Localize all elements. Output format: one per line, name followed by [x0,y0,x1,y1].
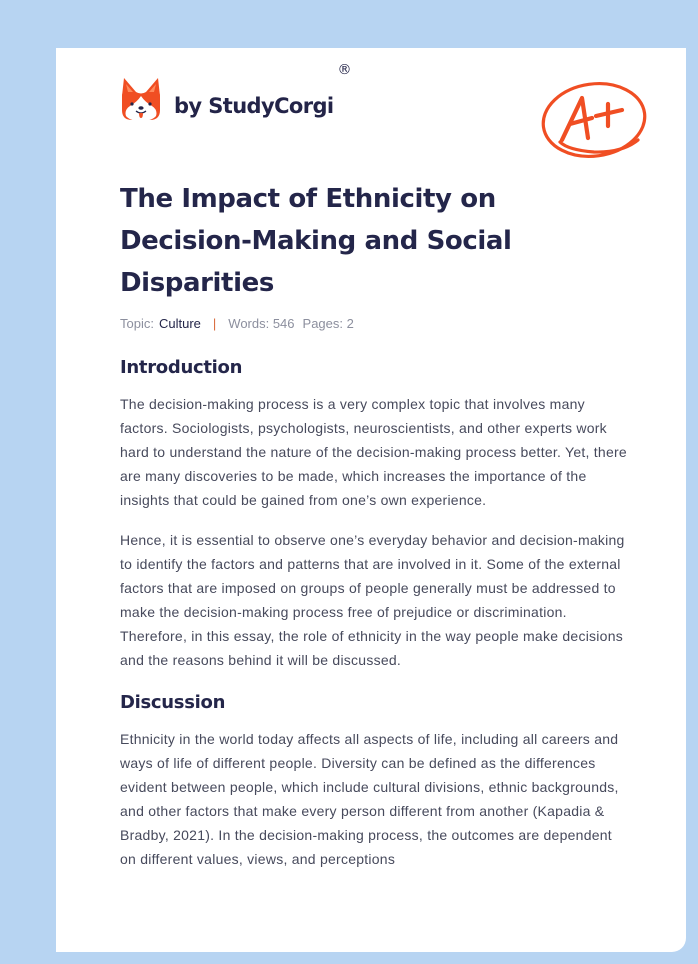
brand-name: by StudyCorgi [174,94,334,118]
word-count: Words: 546 [228,316,295,331]
a-plus-grade-icon [538,80,650,162]
paragraph: Ethnicity in the world today affects all aspects of life, including all careers and ways of life of different people. Diversity can be defined as the differences evident between people, which include cultural divisions, ethnic backgrounds, and other factors that make every person different from another (Kapadia & Bradby, 2021). In the decision-making process, the outcomes are dependent on different values, views, and perceptions [120,731,619,867]
document-meta [120,316,630,331]
studycorgi-logo-link[interactable] [120,62,352,122]
topic-label: Topic: [120,316,154,331]
section-introduction [120,357,630,672]
corgi-icon [120,76,162,122]
paragraph: The decision-making process is a very complex topic that involves many factors. Sociologists, psychologists, neuroscientists, and other experts work hard to understand the nature of the decision-making process better. Yet, there are many discoveries to be made, which increases the importance of the insights that could be gained from one’s own experience. [120,396,627,508]
section-heading: Discussion [120,692,226,713]
document-card [56,48,686,952]
registered-mark: ® [337,62,352,78]
page-header [120,62,660,144]
document-title: The Impact of Ethnicity on Decision-Making and Social Disparities [120,184,512,298]
meta-divider: | [212,316,217,331]
section-discussion [120,692,630,871]
topic-link[interactable]: Culture [158,316,201,331]
section-heading: Introduction [120,357,243,378]
page-count: Pages: 2 [302,316,354,331]
document-content [120,178,630,871]
paragraph: Hence, it is essential to observe one’s everyday behavior and decision-making to identify the factors and patterns that are involved in it. Some of the external factors that are imposed on groups of people generally must be addressed to make the decision-making process free of prejudice or discrimination. Therefore, in this essay, the role of ethnicity in the way people make decisions and the reasons behind it will be discussed. [120,532,625,668]
